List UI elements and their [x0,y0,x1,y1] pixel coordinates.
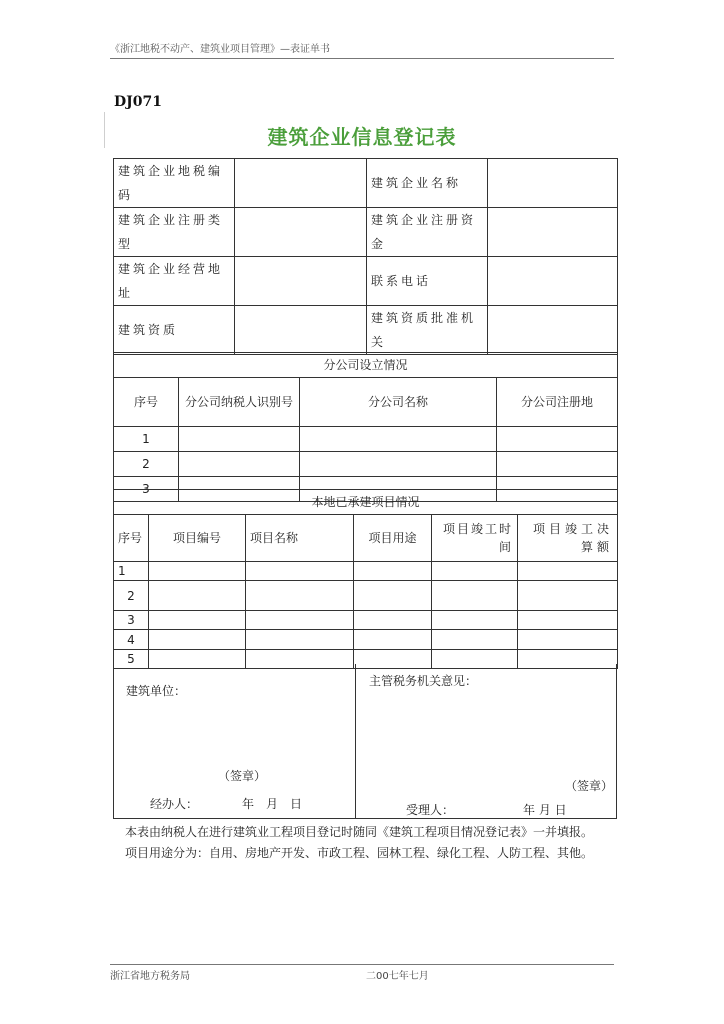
tax-office-date: 年 月 日 [523,803,567,817]
tax-office-seal-label: （签章） [565,779,614,793]
project-cell[interactable] [246,611,354,630]
project-header-no: 序号 [114,515,149,562]
project-header-name: 项目名称 [246,515,354,562]
page-footer [110,964,614,982]
branch-header-location: 分公司注册地 [497,378,618,427]
approval-field[interactable] [488,306,618,355]
builder-date: 年 月 日 [242,797,303,811]
project-cell[interactable] [149,611,246,630]
branch-cell[interactable] [497,427,618,452]
signature-section [113,664,617,819]
project-cell[interactable] [432,611,518,630]
form-code: DJ071 [114,94,162,110]
branch-row-no: 2 [114,452,179,477]
project-header-id: 项目编号 [149,515,246,562]
project-cell[interactable] [432,562,518,581]
builder-seal-label: （签章） [218,769,267,783]
branches-section-title: 分公司设立情况 [114,353,618,378]
name-field[interactable] [488,159,618,208]
project-cell[interactable] [354,581,432,611]
form-title: 建筑企业信息登记表 [267,125,457,149]
project-row-no: 2 [114,581,149,611]
project-cell[interactable] [518,581,618,611]
address-field[interactable] [235,257,367,306]
branch-cell[interactable] [300,427,497,452]
project-cell[interactable] [354,562,432,581]
project-cell[interactable] [246,630,354,650]
reg-type-label: 建筑企业注册类型 [114,208,235,257]
branch-row-no: 3 [114,477,179,502]
phone-field[interactable] [488,257,618,306]
branch-header-no: 序号 [114,378,179,427]
enterprise-info-table [113,158,618,355]
note-line: 项目用途分为：自用、房地产开发、市政工程、园林工程、绿化工程、人防工程、其他。 [125,846,594,860]
project-row-no: 4 [114,630,149,650]
project-row-no: 3 [114,611,149,630]
handler-label: 经办人： [150,797,199,811]
project-row-no: 5 [114,650,149,669]
project-header-completion-time: 项目竣工时间 [432,515,518,562]
name-label: 建筑企业名称 [367,159,488,208]
branch-cell[interactable] [179,427,300,452]
branch-cell[interactable] [179,452,300,477]
tax-code-field[interactable] [235,159,367,208]
approval-label: 建筑资质批准机关 [367,306,488,355]
project-header-final-amount: 项目竣工决算额 [518,515,618,562]
project-header-usage: 项目用途 [354,515,432,562]
reg-capital-field[interactable] [488,208,618,257]
project-cell[interactable] [432,581,518,611]
footer-date: 二00七年七月 [366,971,429,982]
receiver-label: 受理人： [406,803,455,817]
project-cell[interactable] [432,630,518,650]
tax-code-label: 建筑企业地税编码 [114,159,235,208]
project-cell[interactable] [149,630,246,650]
tax-office-signature-panel[interactable] [355,664,616,818]
project-row-no: 1 [114,562,149,581]
project-cell[interactable] [354,611,432,630]
page-header: 《浙江地税不动产、建筑业项目管理》—表证单书 [110,40,614,59]
tax-office-opinion-label: 主管税务机关意见： [369,674,478,688]
project-cell[interactable] [149,562,246,581]
qualification-label: 建筑资质 [114,306,235,355]
note-line: 本表由纳税人在进行建筑业工程项目登记时随同《建筑工程项目情况登记表》一并填报。 [125,825,594,839]
builder-unit-label: 建筑单位： [126,684,187,698]
project-cell[interactable] [246,581,354,611]
branch-header-tax-id: 分公司纳税人识别号 [179,378,300,427]
branch-header-name: 分公司名称 [300,378,497,427]
project-cell[interactable] [149,581,246,611]
branches-table [113,352,618,502]
qualification-field[interactable] [235,306,367,355]
branch-cell[interactable] [497,452,618,477]
projects-table [113,489,618,669]
project-cell[interactable] [246,562,354,581]
projects-section-title: 本地已承建项目情况 [114,490,618,515]
footer-issuer: 浙江省地方税务局 [110,971,190,982]
address-label: 建筑企业经营地址 [114,257,235,306]
builder-signature-panel[interactable] [114,664,356,818]
project-cell[interactable] [518,630,618,650]
form-notes [125,822,593,864]
branch-row-no: 1 [114,427,179,452]
reg-capital-label: 建筑企业注册资金 [367,208,488,257]
phone-label: 联系电话 [367,257,488,306]
project-cell[interactable] [518,562,618,581]
project-cell[interactable] [354,630,432,650]
reg-type-field[interactable] [235,208,367,257]
project-cell[interactable] [518,611,618,630]
branch-cell[interactable] [300,452,497,477]
